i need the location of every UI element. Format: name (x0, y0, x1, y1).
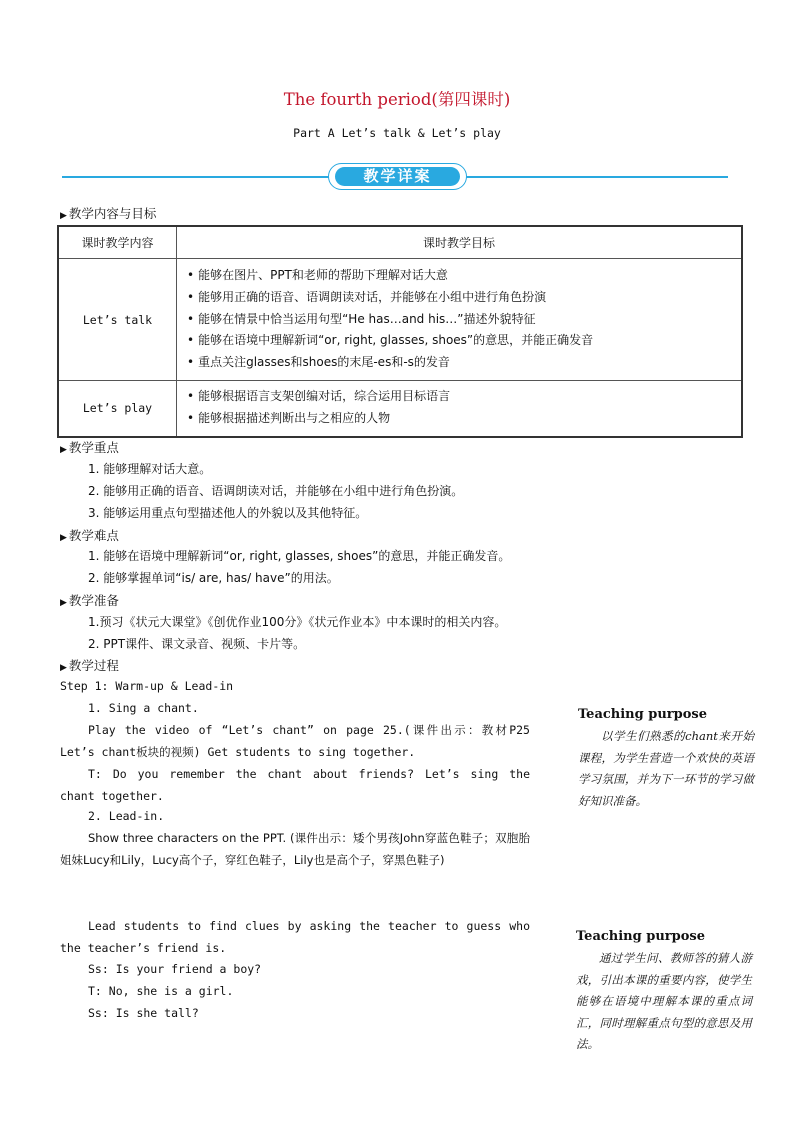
list-item: • 能够在语境中理解新词“or, right, glasses, shoes”的意思，并能正确发音 (187, 330, 741, 352)
list-item: 2. 能够掌握单词“is/ are, has/ have”的用法。 (88, 571, 339, 585)
triangle-bullet-icon: ▶ (60, 663, 67, 673)
list-item: • 能够根据语言支架创编对话，综合运用目标语言 (187, 386, 741, 408)
process-paragraph: T: Do you remember the chant about friends? Let’s sing the chant together. (60, 767, 530, 803)
list-item: • 重点关注glasses和shoes的末尾-es和-s的发音 (187, 352, 741, 374)
list-item: • 能够根据描述判断出与之相应的人物 (187, 408, 741, 430)
sidebar-text: 以学生们熟悉的chant来开始课程，为学生营造一个欢快的英语学习氛围，并为下一环节的学习做好知识准备。 (578, 729, 754, 808)
triangle-bullet-icon: ▶ (60, 533, 67, 543)
banner-rule-right (465, 176, 728, 178)
section-banner-label: 教学详案 (335, 167, 460, 186)
dialog-line: Ss: Is your friend a boy? (88, 962, 262, 976)
table-header-goals: 课时教学目标 (177, 226, 743, 259)
list-item: • 能够在图片、PPT和老师的帮助下理解对话大意 (187, 265, 741, 287)
sub-step-heading: 2. Lead-in. (88, 809, 165, 823)
process-paragraph: Play the video of “Let’s chant” on page 25.(课件出示：教材P25 Let’s chant板块的视频) Get students to sing together. (60, 723, 530, 759)
list-item: 2. PPT课件、课文录音、视频、卡片等。 (88, 637, 306, 651)
table-row (58, 381, 742, 437)
table-cell-content: Let’s play (58, 381, 177, 437)
list-item: • 能够用正确的语音、语调朗读对话，并能够在小组中进行角色扮演 (187, 287, 741, 309)
process-paragraph: Lead students to find clues by asking the teacher to guess who the teacher’s friend is. (60, 919, 530, 955)
page-subtitle: Part A Let’s talk & Let’s play (293, 126, 501, 140)
goals-table (57, 225, 743, 438)
list-item: • 能够在情景中恰当运用句型“He has…and his…”描述外貌特征 (187, 309, 741, 331)
process-heading: ▶ 教学过程 (60, 658, 119, 673)
table-header-content: 课时教学内容 (58, 226, 177, 259)
banner-rule-left (62, 176, 330, 178)
triangle-bullet-icon: ▶ (60, 211, 67, 221)
list-item: 3. 能够运用重点句型描述他人的外貌以及其他特征。 (88, 506, 368, 520)
table-cell-goals (177, 381, 743, 437)
dialog-line: Ss: Is she tall? (88, 1006, 199, 1020)
table-cell-goals (177, 259, 743, 381)
list-item: 2. 能够用正确的语音、语调朗读对话，并能够在小组中进行角色扮演。 (88, 484, 464, 498)
triangle-bullet-icon: ▶ (60, 598, 67, 608)
process-paragraph: Show three characters on the PPT. (课件出示：矮个男孩John穿蓝色鞋子；双胞胎姐妹Lucy和Lily，Lucy高个子，穿红色鞋子，Lily也是高个子，穿黑色鞋子) (60, 831, 530, 867)
goals-heading: ▶ 教学内容与目标 (60, 206, 157, 221)
list-item: 1.预习《状元大课堂》《创优作业100分》《状元作业本》中本课时的相关内容。 (88, 615, 507, 629)
triangle-bullet-icon: ▶ (60, 445, 67, 455)
list-item: 1. 能够理解对话大意。 (88, 462, 212, 476)
dialog-line: T: No, she is a girl. (88, 984, 234, 998)
sidebar-title: Teaching purpose (578, 707, 707, 722)
sidebar-text: 通过学生问、教师答的猜人游戏，引出本课的重要内容，使学生能够在语境中理解本课的重点词汇，同时理解重点句型的意思及用法。 (576, 951, 752, 1052)
difficult-points-heading: ▶ 教学难点 (60, 528, 119, 543)
section-banner (328, 163, 467, 190)
step-heading: Step 1: Warm-up & Lead-in (60, 679, 234, 693)
list-item: 1. 能够在语境中理解新词“or, right, glasses, shoes”的意思，并能正确发音。 (88, 549, 511, 563)
table-row (58, 259, 742, 381)
key-points-heading: ▶ 教学重点 (60, 440, 119, 455)
table-header-row (58, 226, 742, 259)
page-title: The fourth period(第四课时) (283, 90, 511, 109)
sub-step-heading: 1. Sing a chant. (88, 701, 199, 715)
table-cell-content: Let’s talk (58, 259, 177, 381)
sidebar-title: Teaching purpose (576, 929, 705, 944)
preparation-heading: ▶ 教学准备 (60, 593, 119, 608)
